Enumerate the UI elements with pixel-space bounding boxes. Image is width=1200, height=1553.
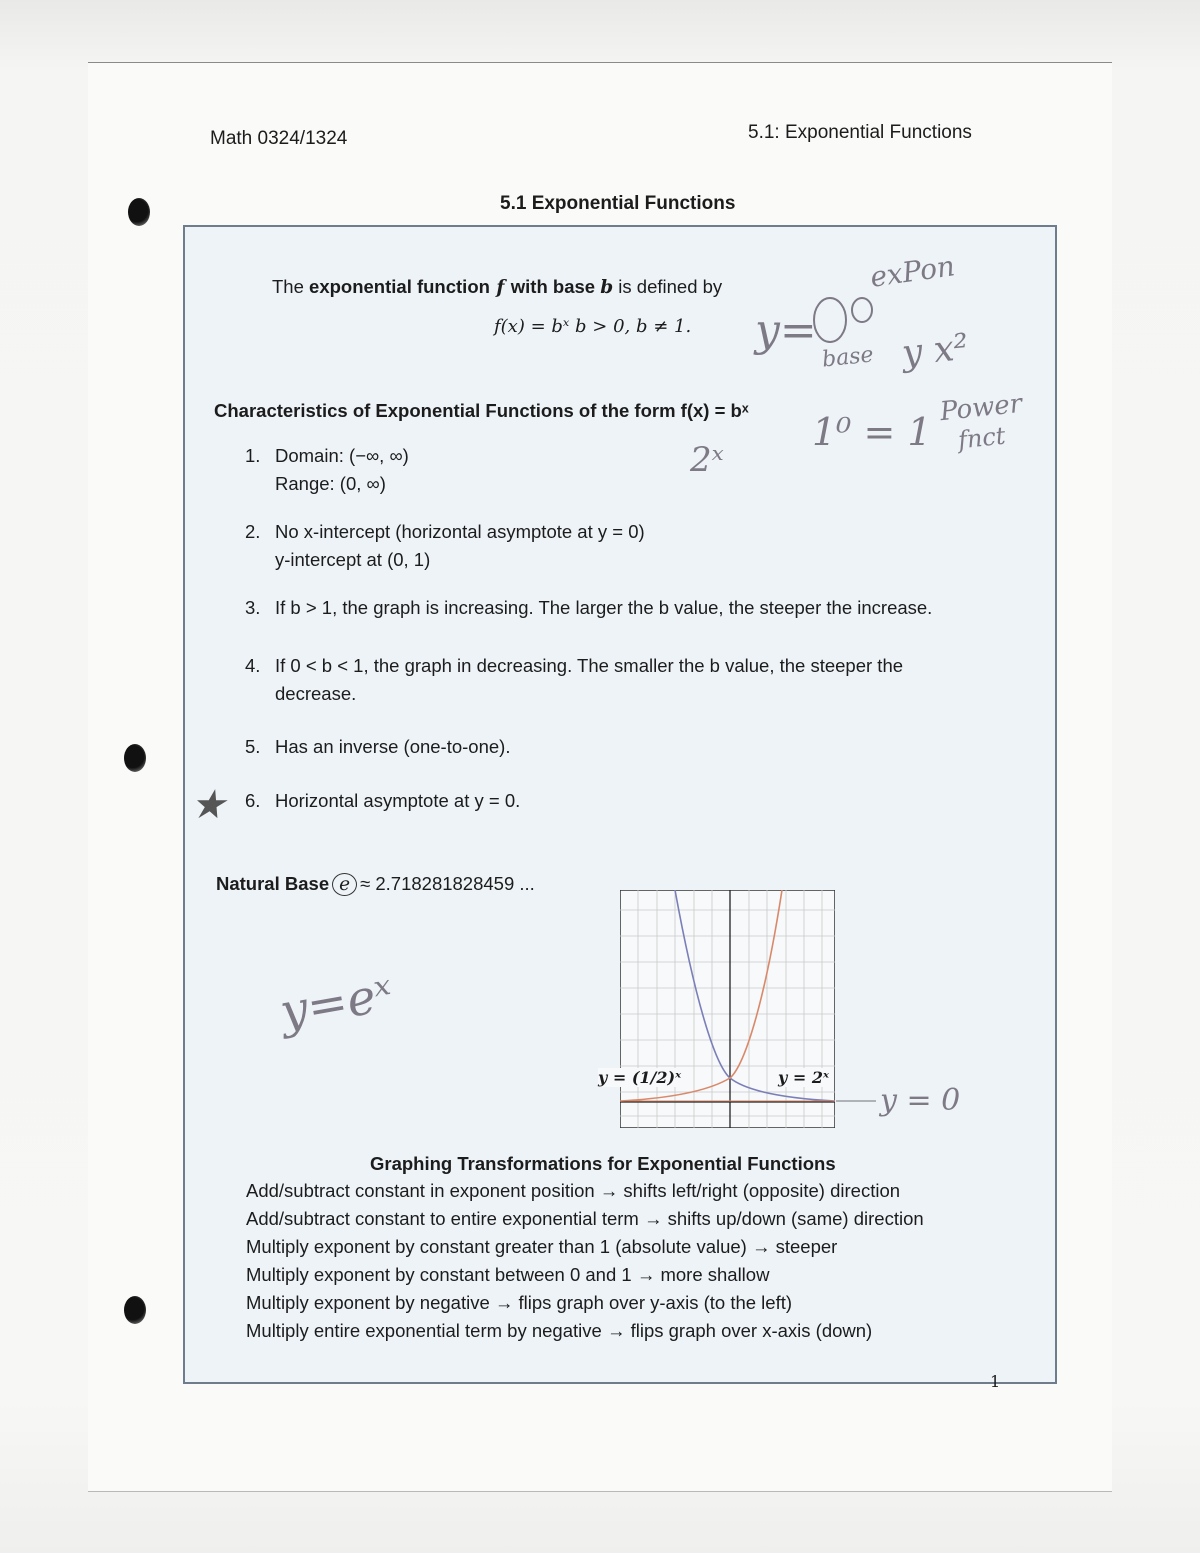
transformations-heading: Graphing Transformations for Exponential Functions (370, 1153, 836, 1174)
natural-base-symbol: e (332, 873, 357, 896)
page-title: 5.1 Exponential Functions (500, 193, 736, 214)
transformation-line: Multiply exponent by negative → flips graph over y-axis (to the left) (246, 1292, 793, 1313)
characteristic-item-5: 5. Has an inverse (one-to-one). (245, 736, 511, 757)
characteristic-item-1: 1. Domain: (−∞, ∞) Range: (0, ∞) (245, 445, 409, 494)
handwritten-y-x-squared: y x² (900, 326, 971, 375)
handwritten-star-icon: ★ (190, 782, 226, 828)
transformation-line: Multiply exponent by constant greater than 1 (absolute value) → steeper (246, 1236, 838, 1257)
handwritten-exponent: exPon (868, 249, 957, 294)
transformation-line: Multiply exponent by constant between 0 and 1 → more shallow (246, 1264, 770, 1285)
characteristics-heading: Characteristics of Exponential Functions of the form f(x) = bˣ (214, 400, 749, 421)
natural-base: Natural Base e ≈ 2.718281828459 ... (216, 873, 535, 895)
asymptote-extension (836, 1098, 876, 1106)
page-number: 1 (990, 1372, 1001, 1391)
handwritten-y-e-x: y=eˣ (275, 965, 397, 1041)
transformation-line: Add/subtract constant to entire exponential term → shifts up/down (same) direction (246, 1208, 924, 1229)
course-header: Math 0324/1324 (210, 128, 348, 149)
punch-hole-top (128, 198, 150, 226)
handwritten-y-zero: y = 0 (880, 1083, 961, 1118)
characteristic-item-3: 3. If b > 1, the graph is increasing. The larger the b value, the steeper the increase. (245, 597, 933, 618)
handwritten-one-to-zero: 1⁰ = 1 (812, 410, 932, 454)
graph-label-two: y = 2ˣ (778, 1068, 829, 1087)
characteristic-item-4: 4. If 0 < b < 1, the graph in decreasing. The smaller the b value, the steeper the decrease. (245, 655, 904, 704)
handwritten-fnct: fnct (956, 421, 1007, 455)
handwritten-base: base (820, 342, 875, 373)
graph-label-half: y = (1/2)ˣ (598, 1068, 682, 1087)
handwritten-y-equals: y= (755, 305, 817, 356)
characteristic-item-6: 6. Horizontal asymptote at y = 0. (245, 790, 521, 811)
transformation-line: Add/subtract constant in exponent position → shifts left/right (opposite) direction (246, 1180, 901, 1201)
transformation-line: Multiply entire exponential term by negative → flips graph over x-axis (down) (246, 1320, 873, 1341)
handwritten-power: Power (938, 388, 1024, 428)
exponential-graph (620, 890, 835, 1128)
handwritten-two-to-x: 2ˣ (690, 440, 724, 480)
definition-intro: The exponential function f with base b is defined by (272, 276, 723, 298)
handwritten-circles (808, 290, 878, 350)
characteristic-item-2: 2. No x-intercept (horizontal asymptote at y = 0) y-intercept at (0, 1) (245, 521, 645, 570)
definition-formula: f(x) = bˣ b > 0, b ≠ 1. (494, 316, 692, 337)
section-header: 5.1: Exponential Functions (748, 122, 972, 143)
punch-hole-bottom (124, 1296, 146, 1324)
punch-hole-middle (124, 744, 146, 772)
